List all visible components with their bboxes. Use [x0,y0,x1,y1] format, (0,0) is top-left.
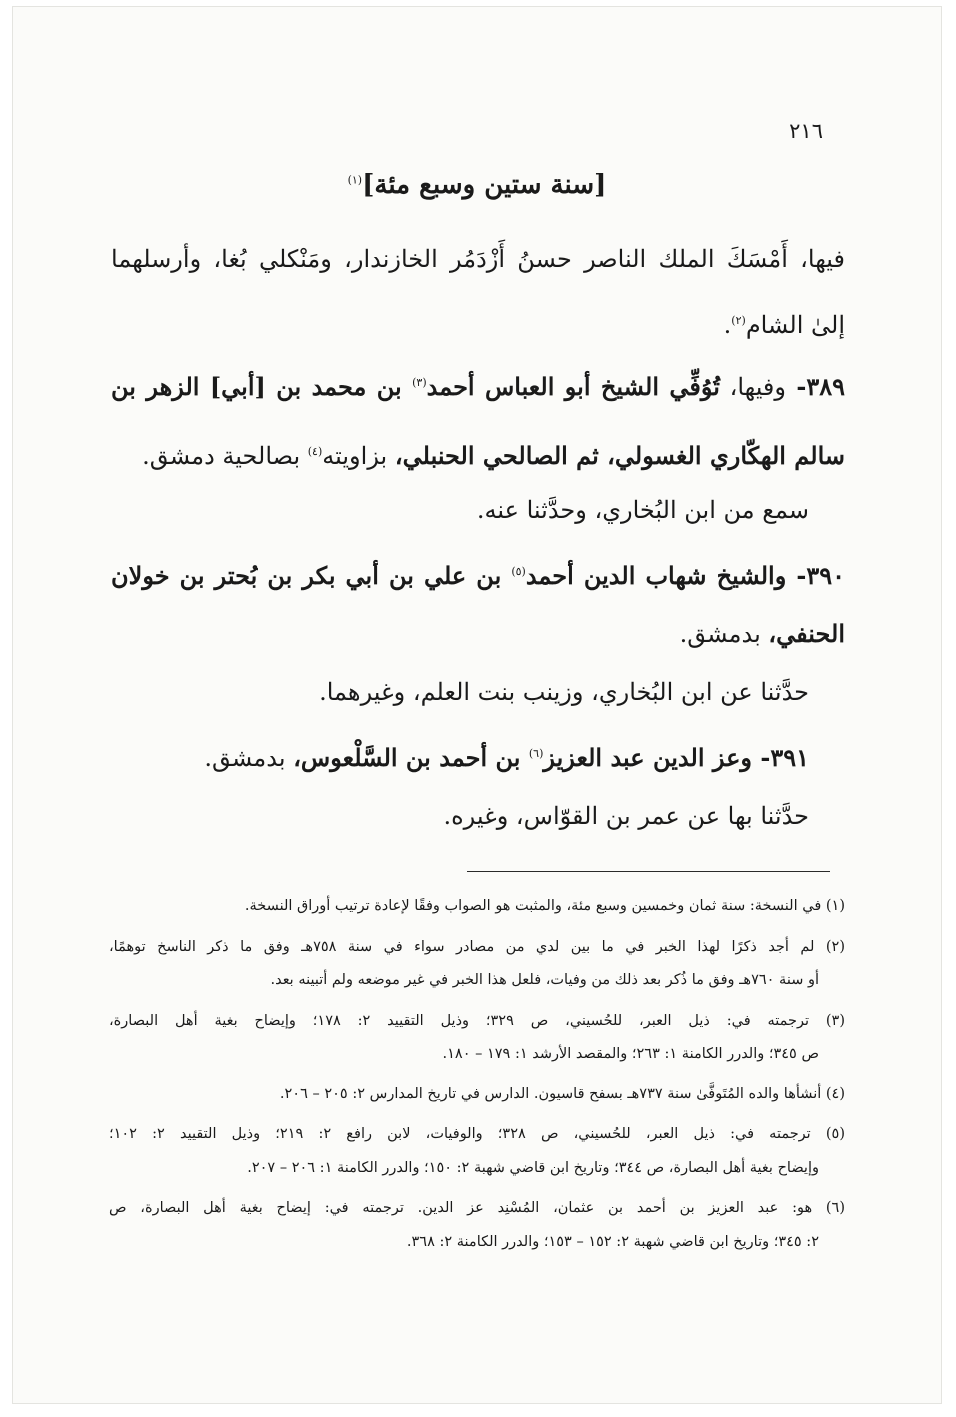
paragraph-1-line-2-text: إلىٰ الشام [745,311,845,339]
footnote-3-line-2: ص ٣٤٥؛ والدرر الكامنة ١: ٢٦٣؛ والمقصد الأرشد ١: ١٧٩ – ١٨٠. [442,1046,819,1062]
entry-390-lineage: بن علي بن أبي بكر بن بُحتر بن خولان [111,561,512,590]
entry-389-nisba: سالم الهكّاري الغسولي، ثم الصالحي الحنبلي، [394,441,845,470]
footnote-4: (٤) أنشأها والده المُتَوفَّىٰ سنة ٧٣٧هـ بسفح قاسيون. الدارس في تاريخ المدارس ٢: ٢٠٥ – ٢٠٦. [279,1086,845,1102]
entry-390-name: والشيخ شهاب الدين أحمد [525,561,787,590]
entry-391-line-1 [111,734,809,778]
entry-389-intro: وفيها، [719,373,786,401]
entry-391-lineage: بن أحمد بن السَّلْعوس، [293,743,529,772]
entry-390-place: بدمشق. [679,620,769,648]
footnote-5-line-2: وإيضاح بغية أهل البصارة، ص ٣٤٤؛ وتاريخ ابن قاضي شهبة ٢: ١٥٠؛ والدرر الكامنة ١: ٢٠٦ – ٢٠٧. [247,1160,819,1176]
footnote-6-line-1: (٦) هو: عبد العزيز بن أحمد بن عثمان، المُسْنِد عز الدين. ترجمته في: إيضاح بغية أهل البصارة، ص [109,1200,845,1216]
footnote-5-line-1: (٥) ترجمته في: ذيل العبر، للحُسيني، ص ٣٢٨؛ والوفيات، لابن رافع ٢: ٢١٩؛ وذيل التقييد ٢: ١٠٢؛ [109,1126,845,1142]
footnote-separator [467,871,830,872]
paragraph-1-line-1: فيها، أَمْسَكَ الملك الناصر حسنُ أَزْدَمُر الخازندار، ومَنْكلي بُغا، وأرسلهما [111,245,845,273]
paragraph-1-end: . [723,311,732,339]
footnote-ref-3: (٣) [412,376,427,389]
entry-389-number: ٣٨٩- [786,372,846,401]
footnote-ref-6: (٦) [528,747,544,760]
entry-390-transmission: حدَّثنا عن ابن البُخاري، وزينب بنت العلم، وغيرهما. [319,678,809,706]
footnote-6-line-2: ٢: ٣٤٥؛ وتاريخ ابن قاضي شهبة ٢: ١٥٢ – ١٥٣؛ والدرر الكامنة ٢: ٣٦٨. [406,1234,819,1250]
entry-391-place: بدمشق. [204,744,294,772]
entry-391-number: ٣٩١- [752,743,809,772]
footnote-2-line-2: أو سنة ٧٦٠هـ وفق ما ذُكر بعد ذلك من وفيات، فلعل هذا الخبر في غير موضعه ولم أتبينه بعد. [270,972,819,988]
entry-389-place: بزاويته [322,442,395,470]
entry-389-transmission: سمع من ابن البُخاري، وحدَّثنا عنه. [476,496,809,524]
entry-390-line-1 [111,552,845,596]
section-title-text: [سنة ستين وسبع مئة] [362,170,607,200]
footnote-ref-1: (١) [347,173,363,187]
footnote-ref-2: (٢) [731,314,746,327]
entry-389-line-2 [111,432,845,476]
entry-389-line-1 [111,363,845,407]
footnote-3-line-1: (٣) ترجمته في: ذيل العبر، للحُسيني، ص ٣٢٩؛ وذيل التقييد ٢: ١٧٨؛ وإيضاح بغية أهل البصارة، [109,1013,845,1029]
section-title [13,170,941,200]
page-number: ٢١٦ [789,119,823,143]
entry-389-place-rest: بصالحية دمشق. [142,442,308,470]
entry-390-nisba: الحنفي، [768,619,845,648]
footnote-ref-4: (٤) [307,445,323,458]
footnote-ref-5: (٥) [511,565,526,578]
footnote-2-line-1: (٢) لم أجد ذكرًا لهذا الخبر في ما بين لدي من مصادر سواء في سنة ٧٥٨هـ وفق ما ذكر الناسخ توهمًا، [109,939,845,955]
entry-391-transmission: حدَّثنا بها عن عمر بن القوّاس، وغيره. [443,802,809,830]
entry-390-line-2 [111,614,845,654]
entry-389-name: تُوُفِّي الشيخ أبو العباس أحمد [426,372,720,401]
footnote-1: (١) في النسخة: سنة ثمان وخمسين وسبع مئة، والمثبت هو الصواب وفقًا لإعادة ترتيب أوراق النسخة. [244,898,845,914]
entry-389-lineage: بن محمد بن [أبي] الزهر بن [111,372,413,401]
entry-391-name: وعز الدين عبد العزيز [543,743,752,772]
entry-390-number: ٣٩٠- [786,561,845,590]
book-page [12,6,942,1404]
paragraph-1-line-2 [111,301,845,345]
